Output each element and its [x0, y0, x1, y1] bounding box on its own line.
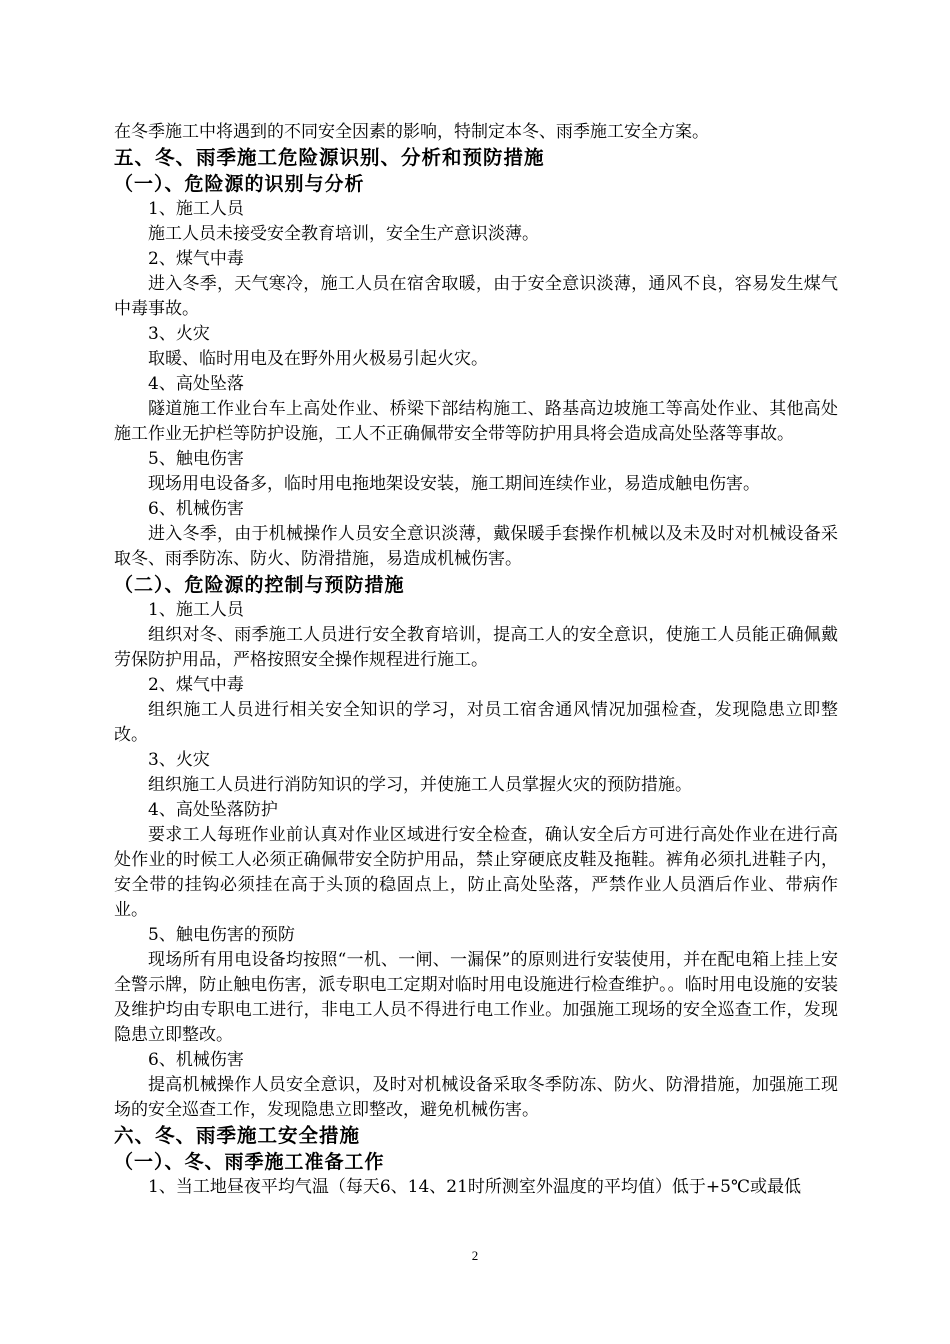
- paragraph: 进入冬季，由于机械操作人员安全意识淡薄，戴保暖手套操作机械以及未及时对机械设备采取冬、雨季防冻、防火、防滑措施，易造成机械伤害。: [114, 524, 838, 569]
- paragraph: 组织施工人员进行相关安全知识的学习，对员工宿舍通风情况加强检查，发现隐患立即整改。: [114, 700, 838, 745]
- list-item-title: 1、施工人员: [148, 600, 244, 620]
- subsection-heading: （一）、危险源的识别与分析: [114, 173, 365, 195]
- list-item-title: 1、施工人员: [148, 199, 244, 219]
- paragraph: 施工人员未接受安全教育培训，安全生产意识淡薄。: [148, 224, 539, 244]
- list-item-title: 2、煤气中毒: [148, 249, 244, 269]
- list-item-title: 4、高处坠落防护: [148, 800, 278, 820]
- list-item-title: 4、高处坠落: [148, 374, 244, 394]
- paragraph: 现场用电设备多，临时用电拖地架设安装，施工期间连续作业，易造成触电伤害。: [148, 474, 760, 494]
- paragraph: 组织施工人员进行消防知识的学习，并使施工人员掌握火灾的预防措施。: [148, 775, 692, 795]
- paragraph: 要求工人每班作业前认真对作业区域进行安全检查，确认安全后方可进行高处作业在进行高处作业的时候工人必须正确佩带安全防护用品，禁止穿硬底皮鞋及拖鞋。裤角必须扎进鞋子内，安全带的挂钩必须挂在高于头顶的稳固点上，防止高处坠落，严禁作业人员酒后作业、带病作业。: [114, 825, 838, 920]
- list-item-title: 5、触电伤害的预防: [148, 925, 295, 945]
- document-body: [114, 120, 838, 1200]
- paragraph: 提高机械操作人员安全意识，及时对机械设备采取冬季防冻、防火、防滑措施，加强施工现场的安全巡查工作，发现隐患立即整改，避免机械伤害。: [114, 1075, 838, 1120]
- section-heading: 六、冬、雨季施工安全措施: [114, 1124, 361, 1147]
- subsection-heading: （一）、冬、雨季施工准备工作: [114, 1151, 385, 1173]
- paragraph: 在冬季施工中将遇到的不同安全因素的影响，特制定本冬、雨季施工安全方案。: [114, 122, 709, 142]
- subsection-heading: （二）、危险源的控制与预防措施: [114, 574, 405, 596]
- list-item-title: 2、煤气中毒: [148, 675, 244, 695]
- page-number: 2: [471, 1248, 479, 1263]
- paragraph: 现场所有用电设备均按照“一机、一闸、一漏保”的原则进行安装使用，并在配电箱上挂上安全警示牌，防止触电伤害，派专职电工定期对临时用电设施进行检查维护。。临时用电设施的安装及维护均由专职电工进行，非电工人员不得进行电工作业。加强施工现场的安全巡查工作，发现隐患立即整改。: [114, 950, 838, 1045]
- section-heading: 五、冬、雨季施工危险源识别、分析和预防措施: [114, 146, 545, 169]
- list-item-title: 3、火灾: [148, 324, 210, 344]
- paragraph: 1、当工地昼夜平均气温（每天6、14、21时所测室外温度的平均值）低于+5℃或最低: [148, 1177, 801, 1197]
- paragraph: 隧道施工作业台车上高处作业、桥梁下部结构施工、路基高边坡施工等高处作业、其他高处施工作业无护栏等防护设施，工人不正确佩带安全带等防护用具将会造成高处坠落等事故。: [114, 399, 838, 444]
- list-item-title: 5、触电伤害: [148, 449, 244, 469]
- list-item-title: 6、机械伤害: [148, 499, 244, 519]
- list-item-title: 3、火灾: [148, 750, 210, 770]
- paragraph: 组织对冬、雨季施工人员进行安全教育培训，提高工人的安全意识，使施工人员能正确佩戴劳保防护用品，严格按照安全操作规程进行施工。: [114, 625, 838, 670]
- paragraph: 取暖、临时用电及在野外用火极易引起火灾。: [148, 349, 488, 369]
- list-item-title: 6、机械伤害: [148, 1050, 244, 1070]
- paragraph: 进入冬季，天气寒冷，施工人员在宿舍取暖，由于安全意识淡薄，通风不良，容易发生煤气中毒事故。: [114, 274, 838, 319]
